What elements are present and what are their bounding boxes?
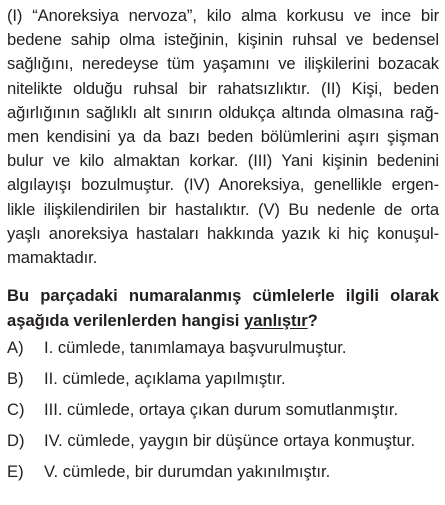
passage-line: (I) “Anoreksiya nervoza”, kilo alma korkusu ve ince bir — [7, 6, 439, 25]
passage-line: likle ilişkilendirilen bir hastalıktır. (V) Bu nedenle de orta — [7, 199, 439, 219]
option-text: I. cümlede, tanımlamaya başvurulmuştur. — [44, 338, 347, 357]
question-text: aşağıda verilenlerden hangisi — [7, 311, 245, 330]
passage-line: yaşlı anoreksiya hastaları hakkında yazık ki hiç konuşul- — [7, 223, 439, 243]
passage-line: nitelikte olduğu ruhsal bir rahatsızlıktır. (II) Kişi, beden — [7, 78, 439, 98]
passage-line: algılayışı bozulmuştur. (IV) Anoreksiya, genellikle ergen- — [7, 175, 439, 195]
question-line: Bu parçadaki numaralanmış cümlelerle ilgili olarak — [7, 286, 439, 305]
passage-line: sağlığını, neredeyse tüm yaşamını ve ilişkilerini bozacak — [7, 54, 439, 74]
passage-line: bedene sahip olma isteğinin, kişinin ruhsal ve bedensel — [7, 30, 439, 50]
reading-passage — [7, 4, 439, 270]
question-stem — [7, 283, 439, 333]
option-letter: E) — [7, 462, 24, 481]
answer-option-e[interactable] — [7, 460, 330, 484]
passage-line: mamaktadır. — [7, 247, 98, 267]
option-text: IV. cümlede, yaygın bir düşünce ortaya konmuştur. — [44, 431, 416, 450]
question-mark: ? — [307, 311, 318, 330]
option-letter: C) — [7, 400, 25, 419]
answer-option-c[interactable] — [7, 398, 398, 422]
option-letter: D) — [7, 431, 25, 450]
option-letter: B) — [7, 369, 24, 388]
option-text: II. cümlede, açıklama yapılmıştır. — [44, 369, 286, 388]
passage-line: men kendisini ya da bazı beden bölümlerini aşırı şişman — [7, 126, 439, 146]
answer-option-a[interactable] — [7, 336, 347, 360]
answer-option-b[interactable] — [7, 367, 286, 391]
emphasized-word: yanlıştır — [244, 311, 308, 330]
question-line — [7, 308, 439, 333]
passage-line: ağırlığının sağlıklı alt sınırın oldukça altında olmasına rağ- — [7, 102, 439, 122]
option-letter: A) — [7, 338, 24, 357]
option-text: III. cümlede, ortaya çıkan durum somutlanmıştır. — [44, 400, 399, 419]
answer-option-d[interactable] — [7, 429, 415, 453]
option-text: V. cümlede, bir durumdan yakınılmıştır. — [44, 462, 331, 481]
passage-line: bulur ve kilo almaktan korkar. (III) Yani kişinin bedenini — [7, 151, 439, 171]
